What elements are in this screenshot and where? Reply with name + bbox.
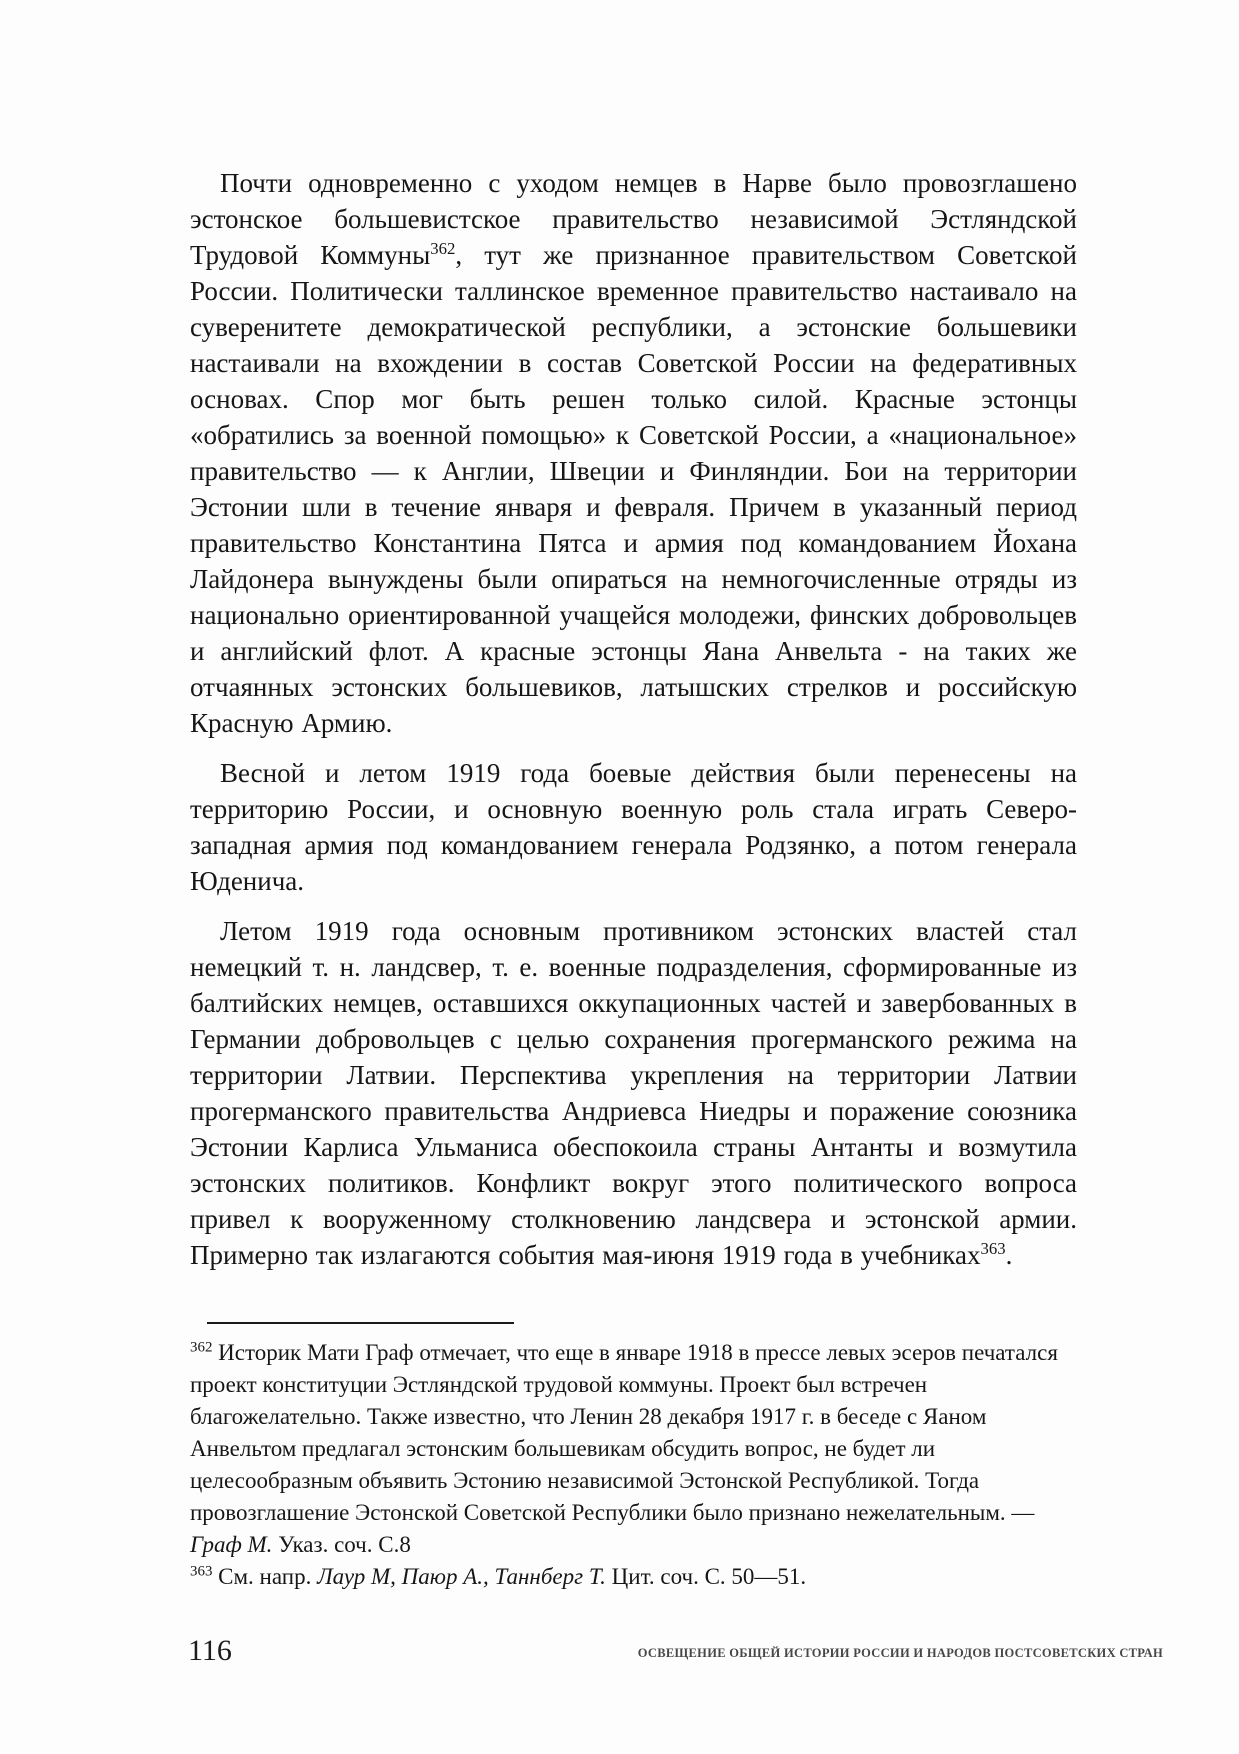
footnote-362 xyxy=(190,1337,1077,1561)
footnote-362-source-tail: Указ. соч. С.8 xyxy=(272,1532,411,1557)
footnotes-section xyxy=(190,1337,1077,1593)
paragraph-3-text: Летом 1919 года основным противником эстонских властей стал немецкий т. н. ландсвер, т. е. военные подразделения, сформированные из балтийских немцев, оставшихся оккупационных частей и завербованных в Германии добровольцев с целью сохранения прогерманского режима на территории Латвии. Перспектива укрепления на территории Латвии прогерманского правительства Андриевса Ниедры и поражение союзника Эстонии Карлиса Ульманиса обеспокоила страны Антанты и возмутила эстонских политиков. Конфликт вокруг этого политического вопроса привел к вооруженному столкновению ландсвера и эстонской армии. Примерно так излагаются события мая-июня 1919 года в учебниках xyxy=(190,916,1077,1270)
paragraph-1 xyxy=(190,165,1077,741)
footnote-363-number: 363 xyxy=(190,1563,213,1580)
page-body xyxy=(190,165,1077,1287)
paragraph-3-text-end: . xyxy=(1005,1240,1013,1270)
footnote-363-lead: См. напр. xyxy=(212,1564,318,1589)
footnote-362-text: Историк Мати Граф отмечает, что еще в январе 1918 в прессе левых эсеров печатался проект конституции Эстляндской трудовой коммуны. Проект был встречен благожелательно. Также известно, что Ленин 28 декабря 1917 г. в беседе с Яаном Анвельтом предлагал эстонским большевикам обсудить вопрос, не будет ли целесообразным объявить Эстонию независимой Эстонской Республикой. Тогда провозглашение Эстонской Советской Республики было признано нежелательным. — xyxy=(190,1340,1058,1525)
running-footer-title: ОСВЕЩЕНИЕ ОБЩЕЙ ИСТОРИИ РОССИИ И НАРОДОВ ПОСТСОВЕТСКИХ СТРАН xyxy=(637,1646,1163,1660)
footnote-362-number: 362 xyxy=(190,1339,213,1356)
paragraph-2 xyxy=(190,755,1077,899)
footnote-363 xyxy=(190,1561,1077,1593)
footnote-363-source-authors: Лаур М, Паюр А., Таннберг Т. xyxy=(317,1564,606,1589)
footnote-362-source-author: Граф М. xyxy=(190,1532,273,1557)
footnote-ref-363: 363 xyxy=(980,1239,1006,1258)
paragraph-1-text-continued: , тут же признанное правительством Советской России. Политически таллинское временное правительство настаивало на суверенитете демократической республики, а эстонские большевики настаивали на вхождении в состав Советской России на федеративных основах. Спор мог быть решен только силой. Красные эстонцы «обратились за военной помощью» к Советской России, а «национальное» правительство — к Англии, Швеции и Финляндии. Бои на территории Эстонии шли в течение января и февраля. Причем в указанный период правительство Константина Пятса и армия под командованием Йохана Лайдонера вынуждены были опираться на немногочисленные отряды из национально ориентированной учащейся молодежи, финских добровольцев и английский флот. А красные эстонцы Яана Анвельта - на таких же отчаянных эстонских большевиков, латышских стрелков и российскую Красную Армию. xyxy=(190,240,1078,738)
paragraph-3 xyxy=(190,913,1077,1273)
footnote-ref-362: 362 xyxy=(430,239,456,258)
footnote-separator xyxy=(207,1322,514,1324)
paragraph-2-text: Весной и летом 1919 года боевые действия были перенесены на территорию России, и основную военную роль стала играть Северо-западная армия под командованием генерала Родзянко, а потом генерала Юденича. xyxy=(190,758,1077,896)
page-number: 116 xyxy=(188,1634,232,1667)
paragraph-1-text: Почти одновременно с уходом немцев в Нарве было провозглашено эстонское большевистское правительство независимой Эстляндской Трудовой Коммуны xyxy=(190,168,1077,270)
footnote-363-source-tail: Цит. соч. С. 50—51. xyxy=(605,1564,807,1589)
